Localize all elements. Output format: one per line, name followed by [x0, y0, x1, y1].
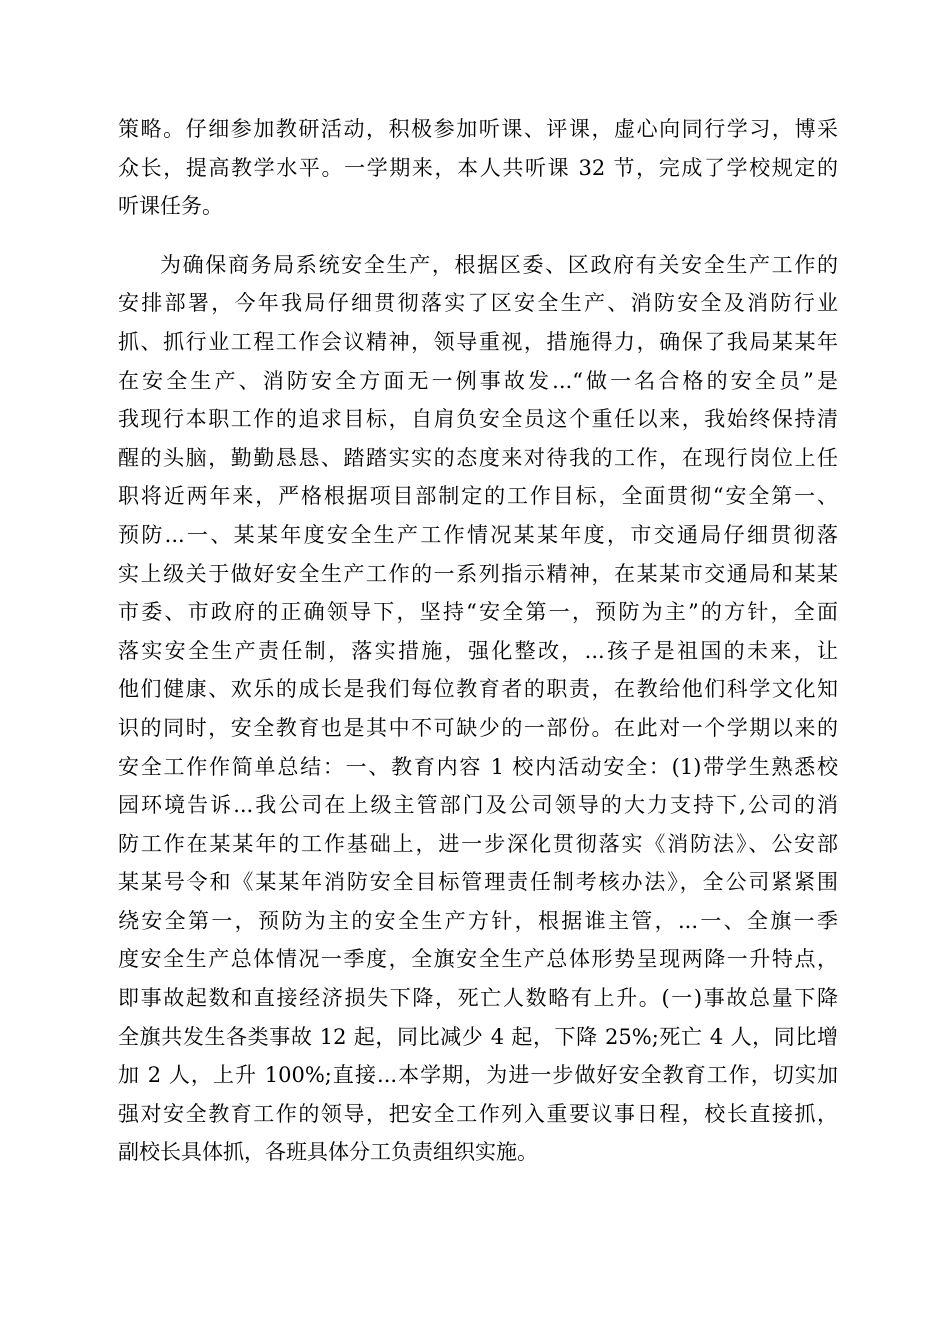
text-line: 防工作在某某年的工作基础上，进一步深化贯彻落实《消防法》、公安部	[118, 831, 838, 856]
text-line: 我现行本职工作的追求目标，自肩负安全员这个重任以来，我始终保持清	[118, 407, 838, 432]
text-line: 绕安全第一，预防为主的安全生产方针，根据谁主管，...一、全旗一季	[118, 908, 838, 933]
text-line: 度安全生产总体情况一季度，全旗安全生产总体形势呈现两降一升特点，	[118, 947, 838, 972]
text-line: 落实安全生产责任制，落实措施，强化整改，...孩子是祖国的未来，让	[118, 638, 838, 663]
text-line: 即事故起数和直接经济损失下降，死亡人数略有上升。(一)事故总量下降	[118, 986, 838, 1011]
text-line: 众长，提高教学水平。一学期来，本人共听课 32 节，完成了学校规定的	[118, 155, 838, 180]
paragraph-spacer	[118, 226, 838, 246]
text-line: 副校长具体抓，各班具体分工负责组织实施。	[118, 1140, 538, 1165]
text-line: 他们健康、欢乐的成长是我们每位教育者的职责，在教给他们科学文化知	[118, 677, 838, 702]
text-line: 抓、抓行业工程工作会议精神，领导重视，措施得力，确保了我局某某年	[118, 329, 838, 354]
text-line: 实上级关于做好安全生产工作的一系列指示精神，在某某市交通局和某某	[118, 561, 838, 586]
paragraph-1	[118, 110, 838, 226]
paragraph-2	[118, 246, 838, 1172]
text-line: 职将近两年来，严格根据项目部制定的工作目标，全面贯彻“安全第一、	[118, 484, 838, 509]
text-line: 安排部署，今年我局仔细贯彻落实了区安全生产、消防安全及消防行业	[118, 291, 838, 316]
text-line: 为确保商务局系统安全生产，根据区委、区政府有关安全生产工作的	[160, 252, 838, 277]
text-line: 全旗共发生各类事故 12 起，同比减少 4 起，下降 25%;死亡 4 人，同比增	[118, 1024, 838, 1049]
text-line: 识的同时，安全教育也是其中不可缺少的一部份。在此对一个学期以来的	[118, 715, 838, 740]
document-body	[118, 110, 838, 1172]
text-line: 园环境告诉...我公司在上级主管部门及公司领导的大力支持下,公司的消	[118, 793, 838, 818]
text-line: 安全工作作简单总结：一、教育内容 1 校内活动安全：(1)带学生熟悉校	[118, 754, 838, 779]
text-line: 某某号令和《某某年消防安全目标管理责任制考核办法》，全公司紧紧围	[118, 870, 838, 895]
text-line: 策略。仔细参加教研活动，积极参加听课、评课，虚心向同行学习，博采	[118, 117, 838, 141]
text-line: 醒的头脑，勤勤恳恳、踏踏实实的态度来对待我的工作，在现行岗位上任	[118, 445, 838, 470]
text-line: 强对安全教育工作的领导，把安全工作列入重要议事日程，校长直接抓，	[118, 1101, 838, 1126]
text-line: 市委、市政府的正确领导下，坚持“安全第一，预防为主”的方针，全面	[118, 600, 838, 625]
text-line: 听课任务。	[118, 194, 223, 219]
text-line: 加 2 人，上升 100%;直接...本学期，为进一步做好安全教育工作，切实加	[118, 1063, 838, 1088]
text-line: 预防...一、某某年度安全生产工作情况某某年度，市交通局仔细贯彻落	[118, 522, 838, 547]
text-line: 在安全生产、消防安全方面无一例事故发...“做一名合格的安全员”是	[118, 368, 838, 393]
